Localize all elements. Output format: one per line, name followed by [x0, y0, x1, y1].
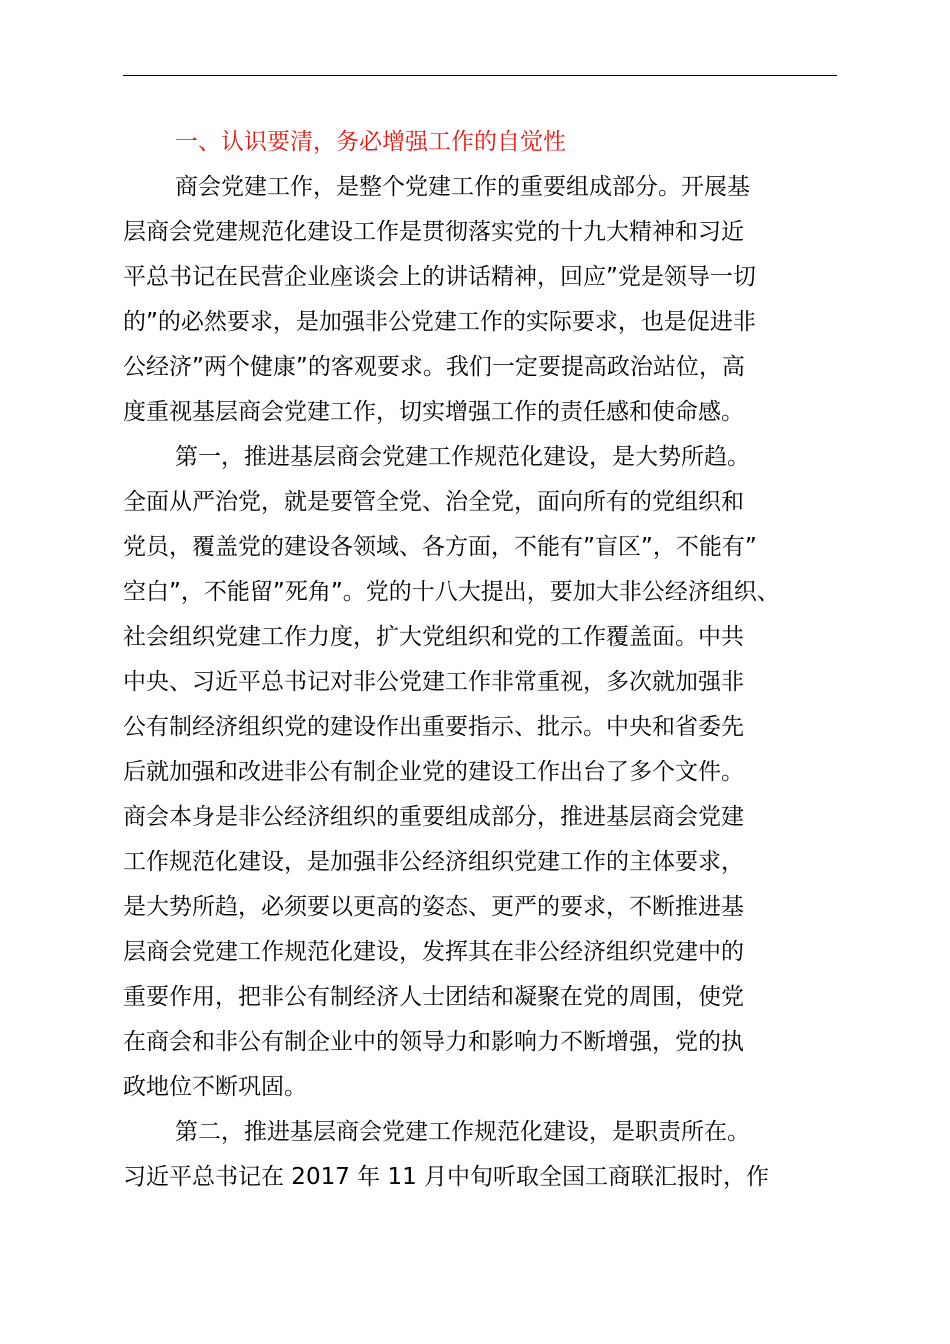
paragraph-line: 工作规范化建设，是加强非公经济组织党建工作的主体要求， — [123, 849, 744, 875]
paragraph-line: 党员，覆盖党的建设各领域、各方面，不能有”盲区”，不能有” — [123, 534, 757, 560]
paragraph-line: 是大势所趋，必须要以更高的姿态、更严的要求，不断推进基 — [123, 894, 744, 920]
header-rule — [123, 75, 837, 76]
section-heading: 一、认识要清，务必增强工作的自觉性 — [175, 129, 566, 155]
paragraph-line: 习近平总书记在 2017 年 11 月中旬听取全国工商联汇报时，作 — [123, 1164, 770, 1190]
paragraph-line: 在商会和非公有制企业中的领导力和影响力不断增强，党的执 — [123, 1029, 744, 1055]
paragraph-line: 的”的必然要求，是加强非公党建工作的实际要求，也是促进非 — [123, 309, 756, 335]
paragraph-3 — [123, 1110, 837, 1200]
paragraph-line: 后就加强和改进非公有制企业党的建设工作出台了多个文件。 — [123, 759, 744, 785]
paragraph-2 — [123, 435, 837, 1110]
paragraph-line: 公经济”两个健康”的客观要求。我们一定要提高政治站位，高 — [123, 354, 745, 380]
paragraph-line: 政地位不断巩固。 — [123, 1074, 307, 1100]
paragraph-line: 层商会党建规范化建设工作是贯彻落实党的十九大精神和习近 — [123, 219, 744, 245]
document-body — [123, 120, 837, 1200]
paragraph-line: 公有制经济组织党的建设作出重要指示、批示。中央和省委先 — [123, 714, 744, 740]
paragraph-line: 第一，推进基层商会党建工作规范化建设，是大势所趋。 — [175, 444, 750, 470]
paragraph-line: 度重视基层商会党建工作，切实增强工作的责任感和使命感。 — [123, 399, 744, 425]
paragraph-line: 第二，推进基层商会党建工作规范化建设，是职责所在。 — [175, 1119, 750, 1145]
paragraph-line: 重要作用，把非公有制经济人士团结和凝聚在党的周围，使党 — [123, 984, 744, 1010]
paragraph-line: 空白”，不能留”死角”。党的十八大提出，要加大非公经济组织、 — [123, 579, 780, 605]
paragraph-line: 层商会党建工作规范化建设，发挥其在非公经济组织党建中的 — [123, 939, 744, 965]
paragraph-line: 社会组织党建工作力度，扩大党组织和党的工作覆盖面。中共 — [123, 624, 744, 650]
paragraph-line: 中央、习近平总书记对非公党建工作非常重视，多次就加强非 — [123, 669, 744, 695]
paragraph-line: 全面从严治党，就是要管全党、治全党，面向所有的党组织和 — [123, 489, 744, 515]
paragraph-line: 平总书记在民营企业座谈会上的讲话精神，回应”党是领导一切 — [123, 264, 756, 290]
paragraph-1 — [123, 165, 837, 435]
paragraph-line: 商会党建工作，是整个党建工作的重要组成部分。开展基 — [175, 174, 750, 200]
paragraph-line: 商会本身是非公经济组织的重要组成部分，推进基层商会党建 — [123, 804, 744, 830]
